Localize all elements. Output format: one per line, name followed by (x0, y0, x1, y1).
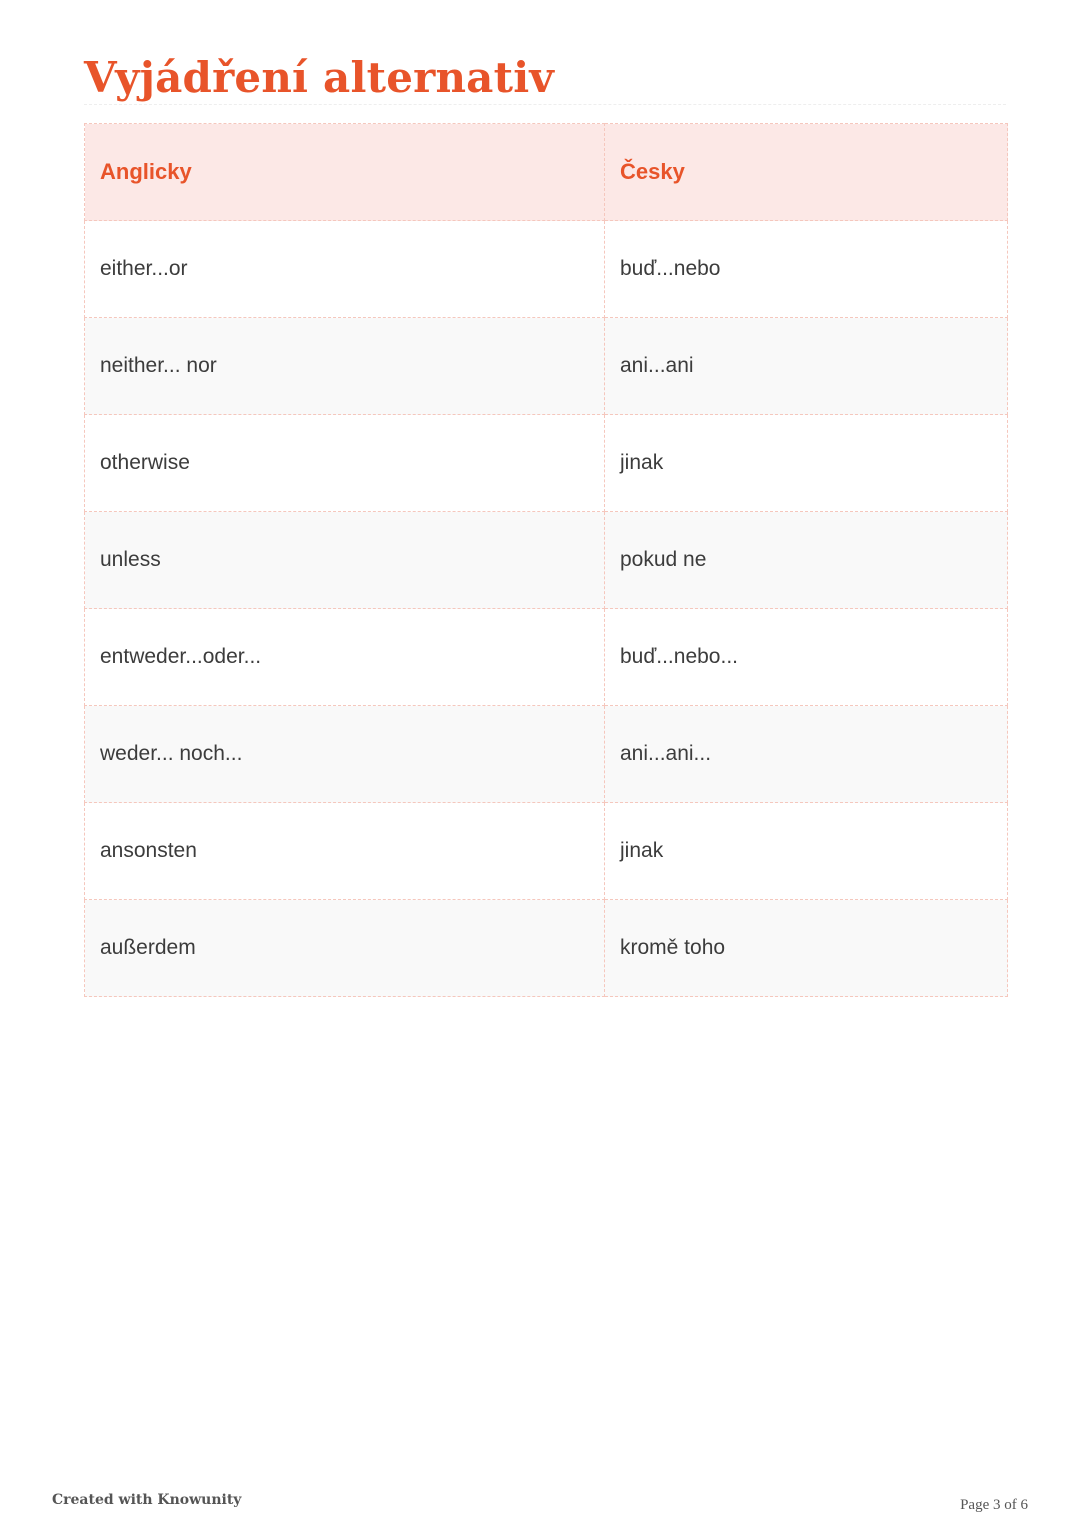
cell-english: unless (85, 512, 605, 609)
table-row (85, 415, 1008, 512)
cell-english: entweder...oder... (85, 609, 605, 706)
footer-created-with: Created with Knowunity (52, 1492, 242, 1508)
cell-czech: pokud ne (605, 512, 1008, 609)
cell-english: außerdem (85, 900, 605, 997)
table-row (85, 803, 1008, 900)
cell-english: either...or (85, 221, 605, 318)
cell-english: weder... noch... (85, 706, 605, 803)
column-header-english: Anglicky (85, 124, 605, 221)
column-header-czech: Česky (605, 124, 1008, 221)
cell-czech: jinak (605, 415, 1008, 512)
cell-czech: jinak (605, 803, 1008, 900)
cell-english: otherwise (85, 415, 605, 512)
table-row (85, 318, 1008, 415)
cell-english: ansonsten (85, 803, 605, 900)
cell-czech: ani...ani... (605, 706, 1008, 803)
cell-czech: kromě toho (605, 900, 1008, 997)
vocabulary-table (84, 123, 1008, 997)
table-row (85, 221, 1008, 318)
cell-czech: buď...nebo (605, 221, 1008, 318)
table-row (85, 512, 1008, 609)
table-row (85, 609, 1008, 706)
cell-czech: buď...nebo... (605, 609, 1008, 706)
table-header-row (85, 124, 1008, 221)
footer-page-number: Page 3 of 6 (960, 1497, 1028, 1513)
title-divider (84, 104, 1006, 105)
page-title: Vyjádření alternativ (84, 53, 554, 102)
cell-czech: ani...ani (605, 318, 1008, 415)
cell-english: neither... nor (85, 318, 605, 415)
table-row (85, 706, 1008, 803)
table-row (85, 900, 1008, 997)
